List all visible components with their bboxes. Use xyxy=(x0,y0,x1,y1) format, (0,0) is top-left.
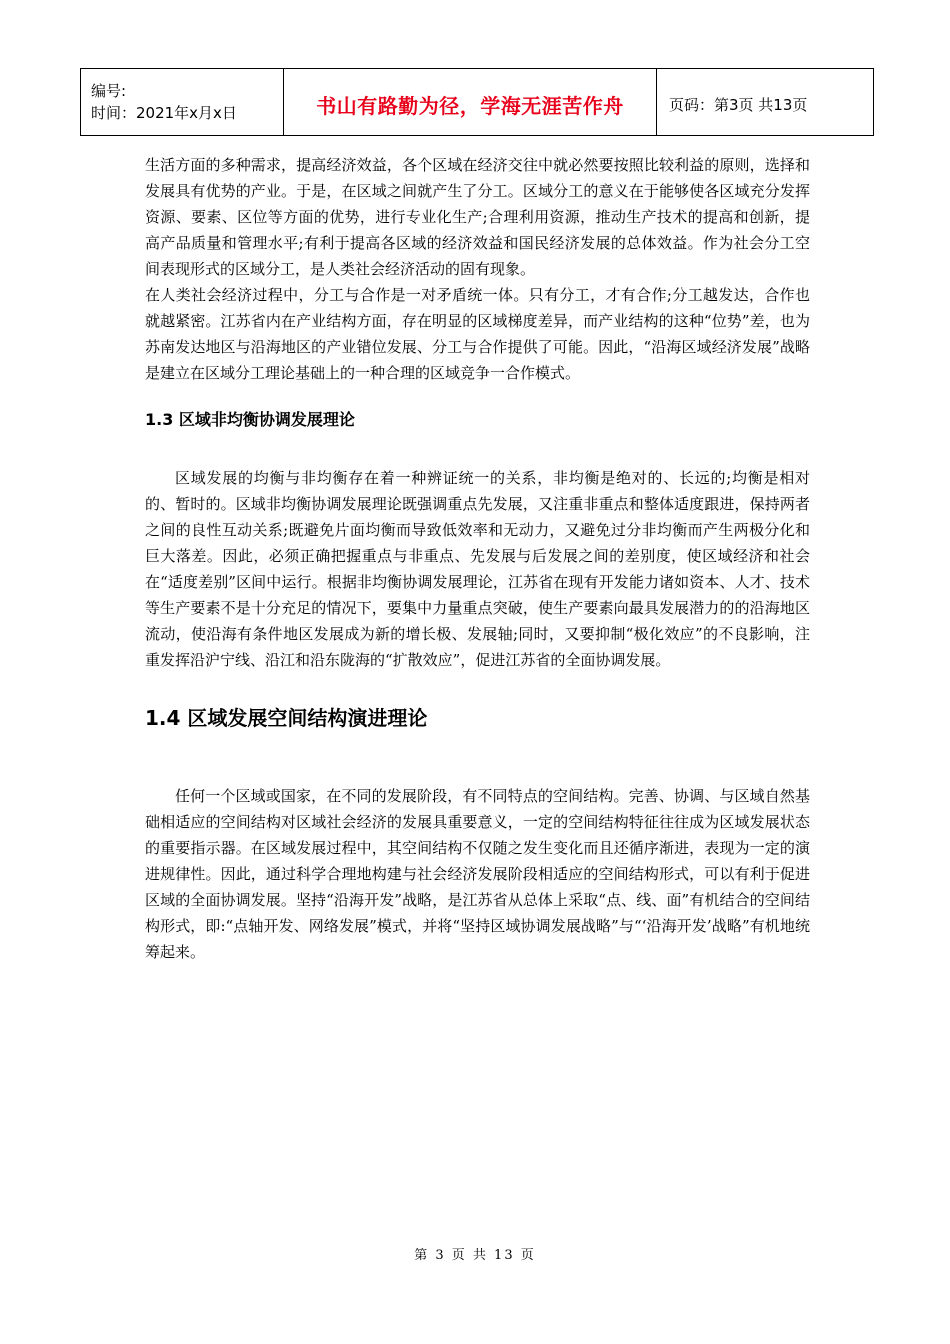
document-number-label: 编号: xyxy=(91,82,127,100)
body-paragraph: 任何一个区域或国家，在不同的发展阶段，有不同特点的空间结构。完善、协调、与区域自然基础相适应的空间结构对区域社会经济的发展具重要意义，一定的空间结构特征往往成为区域发展状态的重要指示器。在区域发展过程中，其空间结构不仅随之发生变化而且还循序渐进，表现为一定的演进规律性。因此，通过科学合理地构建与社会经济发展阶段相适应的空间结构形式，可以有利于促进区域的全面协调发展。坚持“沿海开发”战略，是江苏省从总体上采取“点、线、面”有机结合的空间结构形式，即:“点轴开发、网络发展”模式，并将“坚持区域协调发展战略”与“‘沿海开发’战略”有机地统筹起来。 xyxy=(145,787,810,961)
document-body xyxy=(145,152,810,965)
header-meta-cell xyxy=(81,69,284,136)
body-paragraph: 在人类社会经济过程中，分工与合作是一对矛盾统一体。只有分工，才有合作;分工越发达，合作也就越紧密。江苏省内在产业结构方面，存在明显的区域梯度差异，而产业结构的这种“位势”差，也为苏南发达地区与沿海地区的产业错位发展、分工与合作提供了可能。因此，“沿海区域经济发展”战略是建立在区域分工理论基础上的一种合理的区域竞争一合作模式。 xyxy=(145,286,810,382)
header-page-code: 页码：第3页 共13页 xyxy=(669,95,808,114)
header-page-cell xyxy=(657,69,874,136)
header-motto-cell xyxy=(284,69,657,136)
section-heading-1-3: 1.3 区域非均衡协调发展理论 xyxy=(145,410,355,429)
page-footer: 第 3 页 共 13 页 xyxy=(414,1248,536,1263)
header-table xyxy=(80,68,874,136)
body-paragraph: 生活方面的多种需求，提高经济效益，各个区域在经济交往中就必然要按照比较利益的原则，选择和发展具有优势的产业。于是，在区域之间就产生了分工。区域分工的意义在于能够使各区域充分发挥资源、要素、区位等方面的优势，进行专业化生产;合理利用资源，推动生产技术的提高和创新，提高产品质量和管理水平;有利于提高各区域的经济效益和国民经济发展的总体效益。作为社会分工空间表现形式的区域分工，是人类社会经济活动的固有现象。 xyxy=(145,156,810,278)
section-heading-1-4: 1.4 区域发展空间结构演进理论 xyxy=(145,706,428,730)
document-date: 时间：2021年x月x日 xyxy=(91,104,237,122)
header-motto: 书山有路勤为径，学海无涯苦作舟 xyxy=(316,93,624,118)
body-paragraph: 区域发展的均衡与非均衡存在着一种辨证统一的关系，非均衡是绝对的、长远的;均衡是相对的、暂时的。区域非均衡协调发展理论既强调重点先发展，又注重非重点和整体适度跟进，保持两者之间的良性互动关系;既避免片面均衡而导致低效率和无动力，又避免过分非均衡而产生两极分化和巨大落差。因此，必须正确把握重点与非重点、先发展与后发展之间的差别度，使区域经济和社会在“适度差别”区间中运行。根据非均衡协调发展理论，江苏省在现有开发能力诸如资本、人才、技术等生产要素不是十分充足的情况下，要集中力量重点突破，使生产要素向最具发展潜力的的沿海地区流动，使沿海有条件地区发展成为新的增长极、发展轴;同时，又要抑制“极化效应”的不良影响，注重发挥沿沪宁线、沿江和沿东陇海的“扩散效应”，促进江苏省的全面协调发展。 xyxy=(145,469,810,669)
